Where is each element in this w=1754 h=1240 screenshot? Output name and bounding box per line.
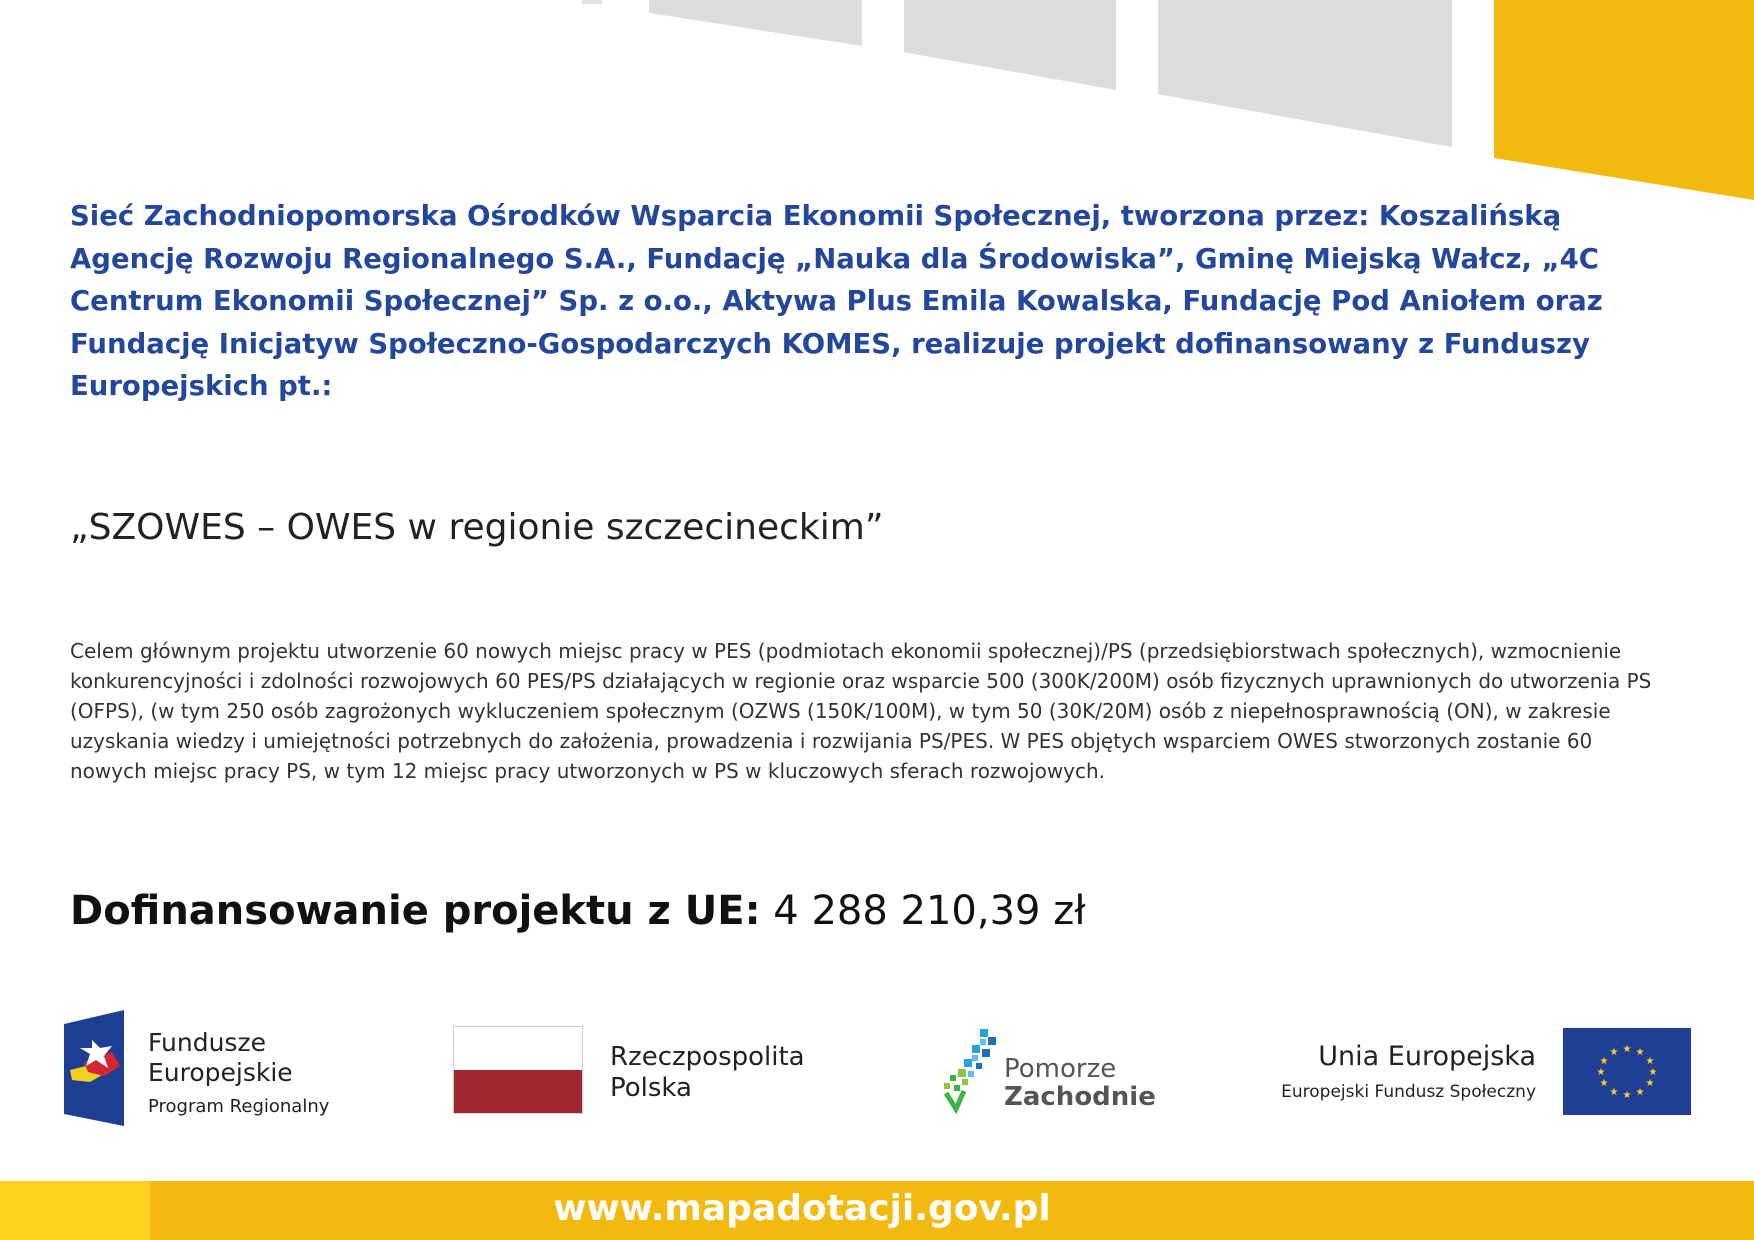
pz-line-1: Pomorze	[1004, 1054, 1117, 1084]
pz-line-2: Zachodnie	[1004, 1082, 1156, 1112]
pomorze-zachodnie-logo	[942, 1025, 1162, 1115]
svg-text:★: ★	[1596, 1067, 1606, 1078]
svg-text:★: ★	[1599, 1056, 1609, 1067]
rzeczpospolita-polska-logo	[453, 1026, 853, 1116]
unia-europejska-text	[1281, 1040, 1536, 1104]
svg-text:★: ★	[1609, 1047, 1619, 1058]
header-decoration-3	[1158, 0, 1452, 147]
rp-line-2: Polska	[610, 1073, 692, 1103]
header-decoration-1	[649, 0, 862, 46]
project-description: Celem głównym projektu utworzenie 60 nowych miejsc pracy w PES (podmiotach ekonomii społecznej)/PS (przedsiębiorstwach społecznych), wzmocnienie konkurencyjności i zdolności rozwojowych 60 PES/PS działających w regionie oraz wsparcie 500 (300K/200M) osób fizycznych uprawnionych do utworzenia PS (OFPS), (w tym 250 osób zagrożonych wykluczeniem społecznym (OZWS (150K/100M), w tym 50 (30K/20M) osób z niepełnosprawnością (ON), w zakresie uzyskania wiedzy i umiejętności potrzebnych do założenia, prowadzenia i rozwijania PS/PES. W PES objętych wsparciem OWES stworzonych zostanie 60 nowych miejsc pracy PS, w tym 12 miejsc pracy utworzonych w PS w kluczowych sferach rozwojowych.	[70, 639, 1652, 783]
eu-flag-logo	[1563, 1028, 1691, 1115]
svg-text:★: ★	[1635, 1047, 1645, 1058]
fe-text	[148, 1028, 329, 1120]
rp-text	[610, 1042, 805, 1104]
polish-flag-icon	[453, 1026, 583, 1114]
svg-text:★: ★	[1599, 1078, 1609, 1089]
header-decoration-0	[582, 0, 602, 4]
svg-text:★: ★	[1622, 1044, 1632, 1055]
fundusze-europejskie-logo	[64, 1010, 364, 1126]
footer-accent	[0, 1181, 150, 1240]
pz-text	[1004, 1055, 1156, 1111]
eu-flag-icon	[1563, 1028, 1691, 1115]
svg-text:★: ★	[1622, 1090, 1632, 1101]
funding-amount: 4 288 210,39 zł	[773, 888, 1086, 934]
fundusze-europejskie-icon	[64, 1010, 124, 1126]
pomorze-zachodnie-icon	[942, 1025, 1004, 1115]
svg-text:★: ★	[1635, 1087, 1645, 1098]
fe-line-3: Program Regionalny	[148, 1096, 330, 1117]
svg-text:★: ★	[1648, 1067, 1658, 1078]
svg-text:★: ★	[1645, 1078, 1655, 1089]
header-decoration-2	[904, 0, 1116, 90]
ue-line-1: Unia Europejska	[1318, 1041, 1536, 1072]
svg-text:★: ★	[1645, 1056, 1655, 1067]
footer-bar	[0, 1181, 1754, 1240]
funding-label: Dofinansowanie projektu z UE:	[70, 888, 761, 934]
svg-text:★: ★	[1609, 1087, 1619, 1098]
footer-url-link[interactable]: www.mapadotacji.gov.pl	[553, 1188, 1051, 1229]
funding-line	[70, 883, 1570, 939]
header-yellow-accent	[1494, 0, 1754, 200]
intro-text: Sieć Zachodniopomorska Ośrodków Wsparcia Ekonomii Społecznej, tworzona przez: Koszalińską Agencję Rozwoju Regionalnego S.A., Fundację „Nauka dla Środowiska”, Gminę Miejską Wałcz, „4C Centrum Ekonomii Społecznej” Sp. z o.o., Aktywa Plus Emila Kowalska, Fundację Pod Aniołem oraz Fundację Inicjatyw Społeczno-Gospodarczych KOMES, realizuje projekt dofinansowany z Funduszy Europejskich pt.:	[70, 200, 1603, 402]
rp-line-1: Rzeczpospolita	[610, 1042, 805, 1072]
project-title: „SZOWES – OWES w regionie szczecineckim”	[70, 507, 884, 548]
ue-line-2: Europejski Fundusz Społeczny	[1281, 1082, 1536, 1102]
fe-line-2: Europejskie	[148, 1058, 293, 1087]
fe-line-1: Fundusze	[148, 1028, 266, 1057]
